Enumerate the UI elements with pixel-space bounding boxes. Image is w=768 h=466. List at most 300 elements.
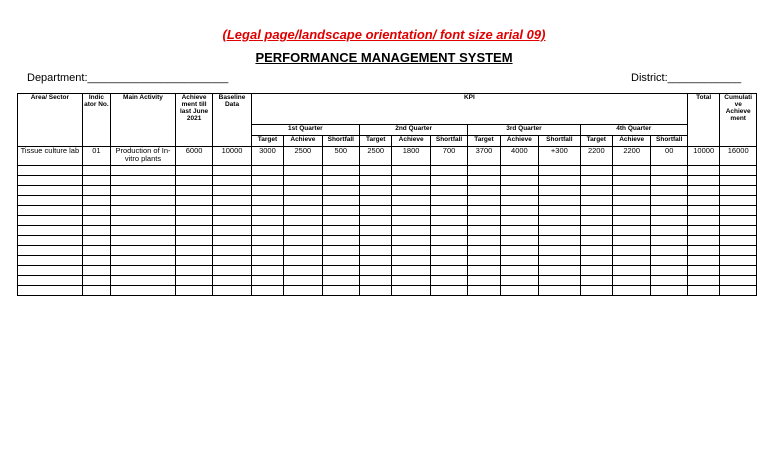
empty-cell: [251, 266, 283, 276]
empty-cell: [175, 206, 212, 216]
empty-cell: [111, 186, 176, 196]
subhead-target: Target: [580, 136, 612, 147]
empty-cell: [82, 256, 110, 266]
empty-cell: [392, 266, 430, 276]
col-cumulative: Cumulati ve Achieve ment: [720, 94, 757, 147]
table-row-empty: [18, 186, 757, 196]
empty-cell: [251, 176, 283, 186]
empty-cell: [580, 226, 612, 236]
table-row-empty: [18, 196, 757, 206]
empty-cell: [612, 206, 650, 216]
empty-cell: [392, 286, 430, 296]
empty-cell: [430, 286, 467, 296]
empty-cell: [284, 286, 322, 296]
empty-cell: [500, 196, 538, 206]
empty-cell: [539, 216, 580, 226]
table-row-empty: [18, 286, 757, 296]
empty-cell: [213, 236, 251, 246]
empty-cell: [500, 206, 538, 216]
subhead-achieve: Achieve: [612, 136, 650, 147]
empty-cell: [688, 226, 720, 236]
page-title: PERFORMANCE MANAGEMENT SYSTEM: [255, 50, 513, 65]
empty-cell: [251, 206, 283, 216]
cell-q4-target: 2200: [580, 147, 612, 166]
empty-cell: [612, 176, 650, 186]
col-main-activity: Main Activity: [111, 94, 176, 147]
empty-cell: [539, 226, 580, 236]
empty-cell: [360, 206, 392, 216]
table-row-empty: [18, 236, 757, 246]
empty-cell: [175, 166, 212, 176]
empty-cell: [430, 256, 467, 266]
cell-q1-achieve: 2500: [284, 147, 322, 166]
table-row-empty: [18, 276, 757, 286]
empty-cell: [612, 196, 650, 206]
empty-cell: [468, 276, 500, 286]
empty-cell: [360, 176, 392, 186]
empty-cell: [688, 266, 720, 276]
subhead-target: Target: [251, 136, 283, 147]
empty-cell: [539, 256, 580, 266]
empty-cell: [322, 196, 359, 206]
empty-cell: [500, 176, 538, 186]
table-row-empty: [18, 246, 757, 256]
empty-cell: [430, 226, 467, 236]
empty-cell: [322, 166, 359, 176]
cell-area: Tissue culture lab: [18, 147, 83, 166]
empty-cell: [322, 246, 359, 256]
empty-cell: [580, 176, 612, 186]
empty-cell: [580, 206, 612, 216]
empty-cell: [688, 196, 720, 206]
empty-cell: [175, 246, 212, 256]
empty-cell: [175, 276, 212, 286]
empty-cell: [539, 276, 580, 286]
empty-cell: [500, 226, 538, 236]
subhead-target: Target: [468, 136, 500, 147]
empty-cell: [580, 196, 612, 206]
empty-cell: [651, 286, 688, 296]
empty-cell: [651, 266, 688, 276]
empty-cell: [539, 286, 580, 296]
quarter-2-header: 2nd Quarter: [360, 125, 468, 136]
empty-cell: [18, 256, 83, 266]
empty-cell: [82, 276, 110, 286]
empty-cell: [213, 196, 251, 206]
empty-cell: [392, 276, 430, 286]
cell-cumulative: 16000: [720, 147, 757, 166]
empty-cell: [213, 246, 251, 256]
empty-cell: [111, 166, 176, 176]
empty-cell: [111, 176, 176, 186]
empty-cell: [651, 206, 688, 216]
empty-cell: [392, 176, 430, 186]
subhead-shortfall: Shortfall: [539, 136, 580, 147]
quarter-3-header: 3rd Quarter: [468, 125, 580, 136]
empty-cell: [251, 166, 283, 176]
empty-cell: [688, 186, 720, 196]
empty-cell: [688, 166, 720, 176]
district-field: District:____________: [631, 72, 742, 84]
subhead-achieve: Achieve: [500, 136, 538, 147]
empty-cell: [360, 276, 392, 286]
empty-cell: [720, 286, 757, 296]
empty-cell: [213, 206, 251, 216]
empty-cell: [688, 206, 720, 216]
empty-cell: [284, 226, 322, 236]
empty-cell: [651, 246, 688, 256]
empty-cell: [251, 276, 283, 286]
empty-cell: [360, 186, 392, 196]
cell-q2-shortfall: 700: [430, 147, 467, 166]
table-row: [18, 147, 757, 166]
empty-cell: [720, 216, 757, 226]
empty-cell: [284, 186, 322, 196]
empty-cell: [82, 236, 110, 246]
empty-cell: [175, 196, 212, 206]
empty-cell: [175, 216, 212, 226]
empty-cell: [213, 276, 251, 286]
empty-cell: [251, 216, 283, 226]
empty-cell: [284, 206, 322, 216]
empty-cell: [500, 276, 538, 286]
table-row-empty: [18, 226, 757, 236]
empty-cell: [539, 176, 580, 186]
empty-cell: [360, 196, 392, 206]
empty-cell: [720, 246, 757, 256]
empty-cell: [392, 186, 430, 196]
col-kpi: KPI: [251, 94, 687, 125]
empty-cell: [688, 176, 720, 186]
empty-cell: [612, 216, 650, 226]
empty-cell: [213, 166, 251, 176]
empty-cell: [360, 286, 392, 296]
empty-cell: [612, 186, 650, 196]
empty-cell: [18, 286, 83, 296]
col-indicator-no: Indic ator No.: [82, 94, 110, 147]
empty-cell: [651, 186, 688, 196]
empty-cell: [175, 186, 212, 196]
empty-cell: [213, 226, 251, 236]
empty-cell: [500, 216, 538, 226]
empty-cell: [430, 166, 467, 176]
empty-cell: [251, 246, 283, 256]
quarter-1-header: 1st Quarter: [251, 125, 359, 136]
empty-cell: [111, 196, 176, 206]
empty-cell: [468, 266, 500, 276]
empty-cell: [720, 206, 757, 216]
empty-cell: [284, 176, 322, 186]
empty-cell: [175, 226, 212, 236]
empty-cell: [284, 196, 322, 206]
table-row-empty: [18, 216, 757, 226]
empty-cell: [213, 216, 251, 226]
empty-cell: [175, 176, 212, 186]
empty-cell: [612, 286, 650, 296]
empty-cell: [360, 166, 392, 176]
empty-cell: [612, 246, 650, 256]
empty-cell: [284, 266, 322, 276]
empty-cell: [580, 236, 612, 246]
empty-cell: [111, 276, 176, 286]
empty-cell: [213, 256, 251, 266]
empty-cell: [651, 256, 688, 266]
department-field: Department:_______________________: [27, 72, 229, 84]
empty-cell: [284, 246, 322, 256]
empty-cell: [500, 286, 538, 296]
empty-cell: [468, 206, 500, 216]
empty-cell: [322, 216, 359, 226]
empty-cell: [322, 266, 359, 276]
empty-cell: [720, 276, 757, 286]
empty-cell: [18, 206, 83, 216]
col-area-sector: Area/ Sector: [18, 94, 83, 147]
empty-cell: [18, 176, 83, 186]
empty-cell: [500, 246, 538, 256]
empty-cell: [213, 286, 251, 296]
empty-cell: [651, 196, 688, 206]
empty-cell: [360, 266, 392, 276]
empty-cell: [82, 186, 110, 196]
table-row-empty: [18, 266, 757, 276]
empty-cell: [580, 166, 612, 176]
empty-cell: [175, 286, 212, 296]
empty-cell: [82, 216, 110, 226]
empty-cell: [468, 226, 500, 236]
empty-cell: [392, 236, 430, 246]
empty-cell: [430, 266, 467, 276]
col-baseline: Baseline Data: [213, 94, 251, 147]
subhead-achieve: Achieve: [284, 136, 322, 147]
empty-cell: [213, 266, 251, 276]
empty-cell: [430, 246, 467, 256]
cell-total: 10000: [688, 147, 720, 166]
empty-cell: [18, 236, 83, 246]
empty-cell: [468, 166, 500, 176]
empty-cell: [720, 226, 757, 236]
empty-cell: [322, 236, 359, 246]
cell-activity: Production of In-vitro plants: [111, 147, 176, 166]
cell-q3-target: 3700: [468, 147, 500, 166]
empty-cell: [82, 226, 110, 236]
empty-cell: [688, 276, 720, 286]
empty-cell: [468, 246, 500, 256]
empty-cell: [720, 196, 757, 206]
empty-cell: [82, 176, 110, 186]
empty-cell: [392, 196, 430, 206]
empty-cell: [430, 216, 467, 226]
empty-cell: [251, 256, 283, 266]
empty-cell: [720, 176, 757, 186]
empty-cell: [612, 226, 650, 236]
empty-cell: [430, 186, 467, 196]
empty-cell: [430, 176, 467, 186]
empty-cell: [322, 276, 359, 286]
empty-cell: [82, 286, 110, 296]
empty-cell: [111, 286, 176, 296]
empty-cell: [111, 206, 176, 216]
empty-cell: [251, 236, 283, 246]
empty-cell: [322, 226, 359, 236]
empty-cell: [612, 166, 650, 176]
empty-cell: [18, 166, 83, 176]
empty-cell: [539, 166, 580, 176]
empty-cell: [720, 256, 757, 266]
empty-cell: [651, 176, 688, 186]
empty-cell: [500, 166, 538, 176]
empty-cell: [580, 186, 612, 196]
empty-cell: [392, 166, 430, 176]
empty-cell: [580, 256, 612, 266]
table-row-empty: [18, 206, 757, 216]
cell-q4-achieve: 2200: [612, 147, 650, 166]
empty-cell: [468, 286, 500, 296]
empty-cell: [468, 186, 500, 196]
empty-cell: [175, 236, 212, 246]
performance-table: [17, 93, 757, 296]
empty-cell: [322, 176, 359, 186]
empty-cell: [251, 196, 283, 206]
empty-cell: [651, 276, 688, 286]
empty-cell: [688, 216, 720, 226]
empty-cell: [720, 186, 757, 196]
table-row-empty: [18, 176, 757, 186]
empty-cell: [392, 226, 430, 236]
table-row-empty: [18, 166, 757, 176]
empty-cell: [360, 236, 392, 246]
empty-cell: [284, 166, 322, 176]
empty-cell: [111, 246, 176, 256]
empty-cell: [251, 226, 283, 236]
empty-cell: [360, 256, 392, 266]
empty-cell: [82, 166, 110, 176]
empty-cell: [111, 236, 176, 246]
empty-cell: [82, 206, 110, 216]
cell-baseline: 10000: [213, 147, 251, 166]
empty-cell: [539, 246, 580, 256]
empty-cell: [468, 256, 500, 266]
empty-cell: [392, 246, 430, 256]
cell-q2-achieve: 1800: [392, 147, 430, 166]
empty-cell: [322, 286, 359, 296]
empty-cell: [612, 276, 650, 286]
empty-cell: [651, 236, 688, 246]
empty-cell: [612, 236, 650, 246]
empty-cell: [360, 216, 392, 226]
empty-cell: [82, 196, 110, 206]
cell-q2-target: 2500: [360, 147, 392, 166]
empty-cell: [580, 266, 612, 276]
cell-q1-target: 3000: [251, 147, 283, 166]
empty-cell: [18, 226, 83, 236]
empty-cell: [430, 276, 467, 286]
empty-cell: [720, 236, 757, 246]
empty-cell: [111, 216, 176, 226]
empty-cell: [430, 196, 467, 206]
empty-cell: [284, 256, 322, 266]
empty-cell: [111, 226, 176, 236]
empty-cell: [284, 236, 322, 246]
cell-q4-shortfall: 00: [651, 147, 688, 166]
empty-cell: [500, 266, 538, 276]
empty-cell: [580, 286, 612, 296]
empty-cell: [18, 216, 83, 226]
empty-cell: [688, 246, 720, 256]
empty-cell: [500, 256, 538, 266]
empty-cell: [539, 206, 580, 216]
empty-cell: [651, 216, 688, 226]
empty-cell: [468, 196, 500, 206]
empty-cell: [468, 216, 500, 226]
empty-cell: [612, 266, 650, 276]
empty-cell: [111, 256, 176, 266]
empty-cell: [18, 266, 83, 276]
empty-cell: [539, 266, 580, 276]
col-achievement: Achieve ment till last June 2021: [175, 94, 212, 147]
table-row-empty: [18, 256, 757, 266]
empty-cell: [18, 276, 83, 286]
empty-cell: [213, 186, 251, 196]
empty-cell: [18, 196, 83, 206]
empty-cell: [322, 186, 359, 196]
empty-cell: [251, 286, 283, 296]
empty-cell: [688, 236, 720, 246]
empty-cell: [580, 246, 612, 256]
empty-cell: [468, 236, 500, 246]
empty-cell: [392, 206, 430, 216]
empty-cell: [539, 236, 580, 246]
empty-cell: [500, 186, 538, 196]
empty-cell: [688, 286, 720, 296]
empty-cell: [580, 216, 612, 226]
subhead-shortfall: Shortfall: [651, 136, 688, 147]
cell-q3-shortfall: +300: [539, 147, 580, 166]
empty-cell: [360, 226, 392, 236]
empty-cell: [468, 176, 500, 186]
empty-cell: [539, 186, 580, 196]
subhead-shortfall: Shortfall: [322, 136, 359, 147]
empty-cell: [720, 266, 757, 276]
empty-cell: [18, 246, 83, 256]
subhead-target: Target: [360, 136, 392, 147]
empty-cell: [213, 176, 251, 186]
empty-cell: [539, 196, 580, 206]
empty-cell: [322, 256, 359, 266]
empty-cell: [430, 206, 467, 216]
empty-cell: [284, 276, 322, 286]
empty-cell: [430, 236, 467, 246]
cell-q3-achieve: 4000: [500, 147, 538, 166]
col-total: Total: [688, 94, 720, 147]
empty-cell: [500, 236, 538, 246]
empty-cell: [111, 266, 176, 276]
empty-cell: [322, 206, 359, 216]
quarter-4-header: 4th Quarter: [580, 125, 687, 136]
subhead-achieve: Achieve: [392, 136, 430, 147]
cell-indicator: 01: [82, 147, 110, 166]
empty-cell: [651, 226, 688, 236]
empty-cell: [284, 216, 322, 226]
empty-cell: [360, 246, 392, 256]
empty-cell: [720, 166, 757, 176]
empty-cell: [18, 186, 83, 196]
empty-cell: [175, 266, 212, 276]
empty-cell: [392, 256, 430, 266]
formatting-note: (Legal page/landscape orientation/ font size arial 09): [222, 27, 546, 42]
cell-q1-shortfall: 500: [322, 147, 359, 166]
empty-cell: [82, 266, 110, 276]
empty-cell: [580, 276, 612, 286]
